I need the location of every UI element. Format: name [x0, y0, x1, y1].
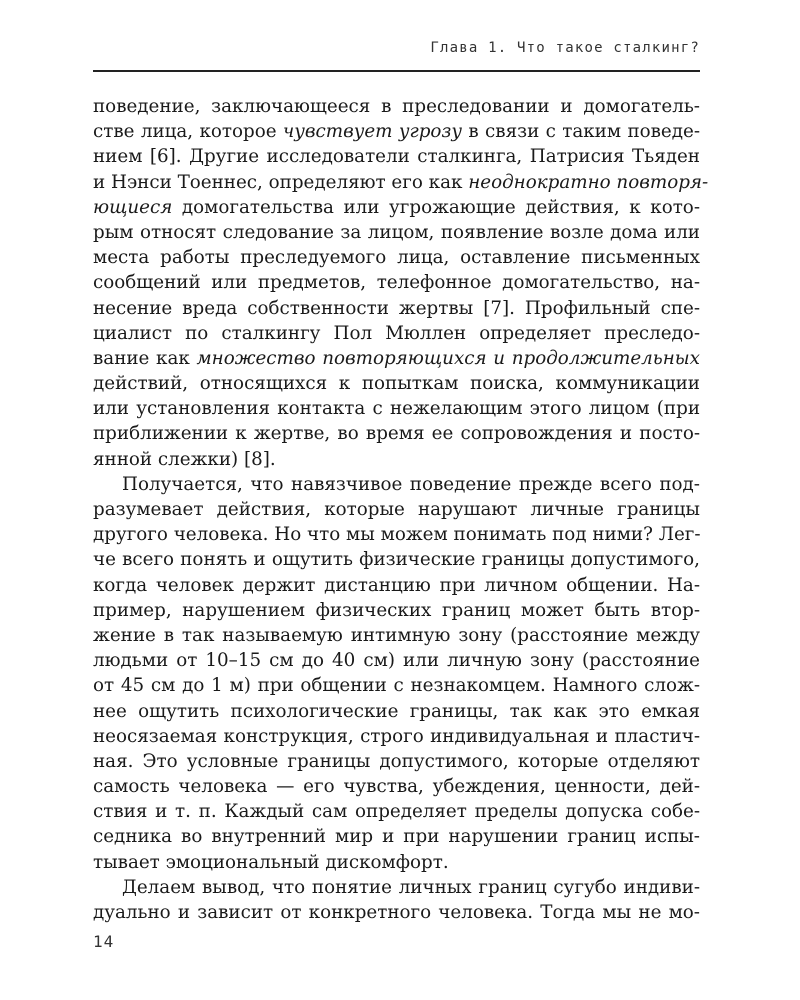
text-run: неосязаемая конструкция, строго индивидуальная и пластич-: [93, 725, 700, 747]
text-line: [93, 799, 700, 824]
text-line: [93, 547, 700, 572]
text-run: действий, относящихся к попыткам поиска, коммуникации: [93, 373, 700, 395]
italic-run: множество повторяющихся и продолжительных: [196, 347, 700, 369]
text-line: [93, 875, 700, 900]
text-line: [93, 824, 700, 849]
text-line: [93, 598, 700, 623]
text-run: тывает эмоциональный дискомфорт.: [93, 851, 449, 873]
text-line: [93, 673, 700, 698]
text-run: че всего понять и ощутить физические границы допустимого,: [93, 549, 700, 571]
italic-run: неоднократно повторя-: [468, 171, 709, 193]
text-run: седника во внутренний мир и при нарушении границ испы-: [93, 826, 700, 848]
italic-run: ющиеся: [93, 196, 173, 218]
text-line: [93, 497, 700, 522]
text-line: [93, 522, 700, 547]
text-run: когда человек держит дистанцию при личном общении. На-: [93, 574, 700, 596]
paragraph-1: [93, 94, 709, 472]
body-text: [93, 94, 709, 925]
text-run: приближении к жертве, во время ее сопровождения и посто-: [93, 423, 700, 445]
text-line: [93, 195, 700, 220]
text-line: [93, 396, 700, 421]
text-line: [93, 421, 700, 446]
text-run: ствия и т. п. Каждый сам определяет пределы допуска собе-: [93, 801, 700, 823]
text-run: сообщений или предметов, телефонное домогательство, на-: [93, 272, 700, 294]
text-run: янной слежки) [8].: [93, 448, 276, 470]
text-run: ная. Это условные границы допустимого, которые отделяют: [93, 750, 700, 772]
text-line: [93, 774, 700, 799]
text-line: [93, 850, 700, 875]
text-run: людьми от 10–15 см до 40 см) или личную зону (расстояние: [93, 650, 700, 672]
text-run: места работы преследуемого лица, оставление письменных: [93, 247, 700, 269]
text-line: [93, 573, 700, 598]
text-line: [93, 648, 700, 673]
text-run: рым относят следование за лицом, появление возле дома или: [93, 221, 700, 243]
text-line: [93, 270, 700, 295]
text-run: жение в так называемую интимную зону (расстояние между: [93, 624, 700, 646]
text-run: циалист по сталкингу Пол Мюллен определяет преследо-: [93, 322, 700, 344]
text-run: вание как: [93, 347, 197, 369]
text-line: [93, 220, 700, 245]
text-run: домогательства или угрожающие действия, к кото-: [172, 196, 700, 218]
text-run: разумевает действия, которые нарушают личные границы: [93, 499, 700, 520]
text-line: [93, 371, 700, 396]
italic-run: чувствует угрозу: [282, 121, 463, 143]
running-head: Глава 1. Что такое сталкинг?: [430, 40, 700, 56]
text-line: [93, 321, 700, 346]
paragraph-3: [93, 875, 700, 925]
text-line: [93, 170, 709, 195]
text-line: [93, 296, 700, 321]
text-run: несение вреда собственности жертвы [7]. Профильный спе-: [93, 297, 700, 319]
text-line: [93, 245, 700, 270]
text-run: пример, нарушением физических границ может быть втор-: [93, 599, 700, 621]
text-run: в связи с таким поведе-: [462, 121, 701, 143]
text-line: [93, 472, 700, 497]
text-line: [93, 900, 700, 925]
text-line: [93, 749, 700, 774]
text-line: [93, 699, 700, 724]
text-line: [93, 447, 700, 472]
text-run: или установления контакта с нежелающим этого лицом (при: [93, 398, 700, 420]
text-run: нием [6]. Другие исследователи сталкинга, Патрисия Тьяден: [93, 146, 700, 168]
text-run: самость человека — его чувства, убеждения, ценности, дей-: [93, 776, 700, 798]
text-run: нее ощутить психологические границы, так как это емкая: [93, 700, 700, 722]
text-run: стве лица, которое: [93, 121, 283, 143]
text-line: [93, 346, 700, 371]
text-run: Получается, что навязчивое поведение прежде всего под-: [122, 473, 700, 495]
text-run: дуально и зависит от конкретного человека. Тогда мы не мо-: [93, 902, 700, 923]
text-line: [93, 144, 700, 169]
text-run: от 45 см до 1 м) при общении с незнакомцем. Намного слож-: [93, 675, 700, 697]
text-line: [93, 623, 700, 648]
text-line: [93, 724, 700, 749]
page-number: 14: [93, 932, 115, 951]
paragraph-2: [93, 472, 700, 875]
text-line: [93, 119, 700, 144]
text-run: и Нэнси Тоеннес, определяют его как: [93, 171, 469, 193]
text-run: поведение, заключающееся в преследовании и домогатель-: [93, 96, 700, 117]
text-run: Делаем вывод, что понятие личных границ сугубо индиви-: [122, 876, 700, 898]
text-line: [93, 94, 700, 119]
header-rule: [93, 70, 700, 72]
text-run: другого человека. Но что мы можем понимать под ними? Лег-: [93, 524, 701, 546]
